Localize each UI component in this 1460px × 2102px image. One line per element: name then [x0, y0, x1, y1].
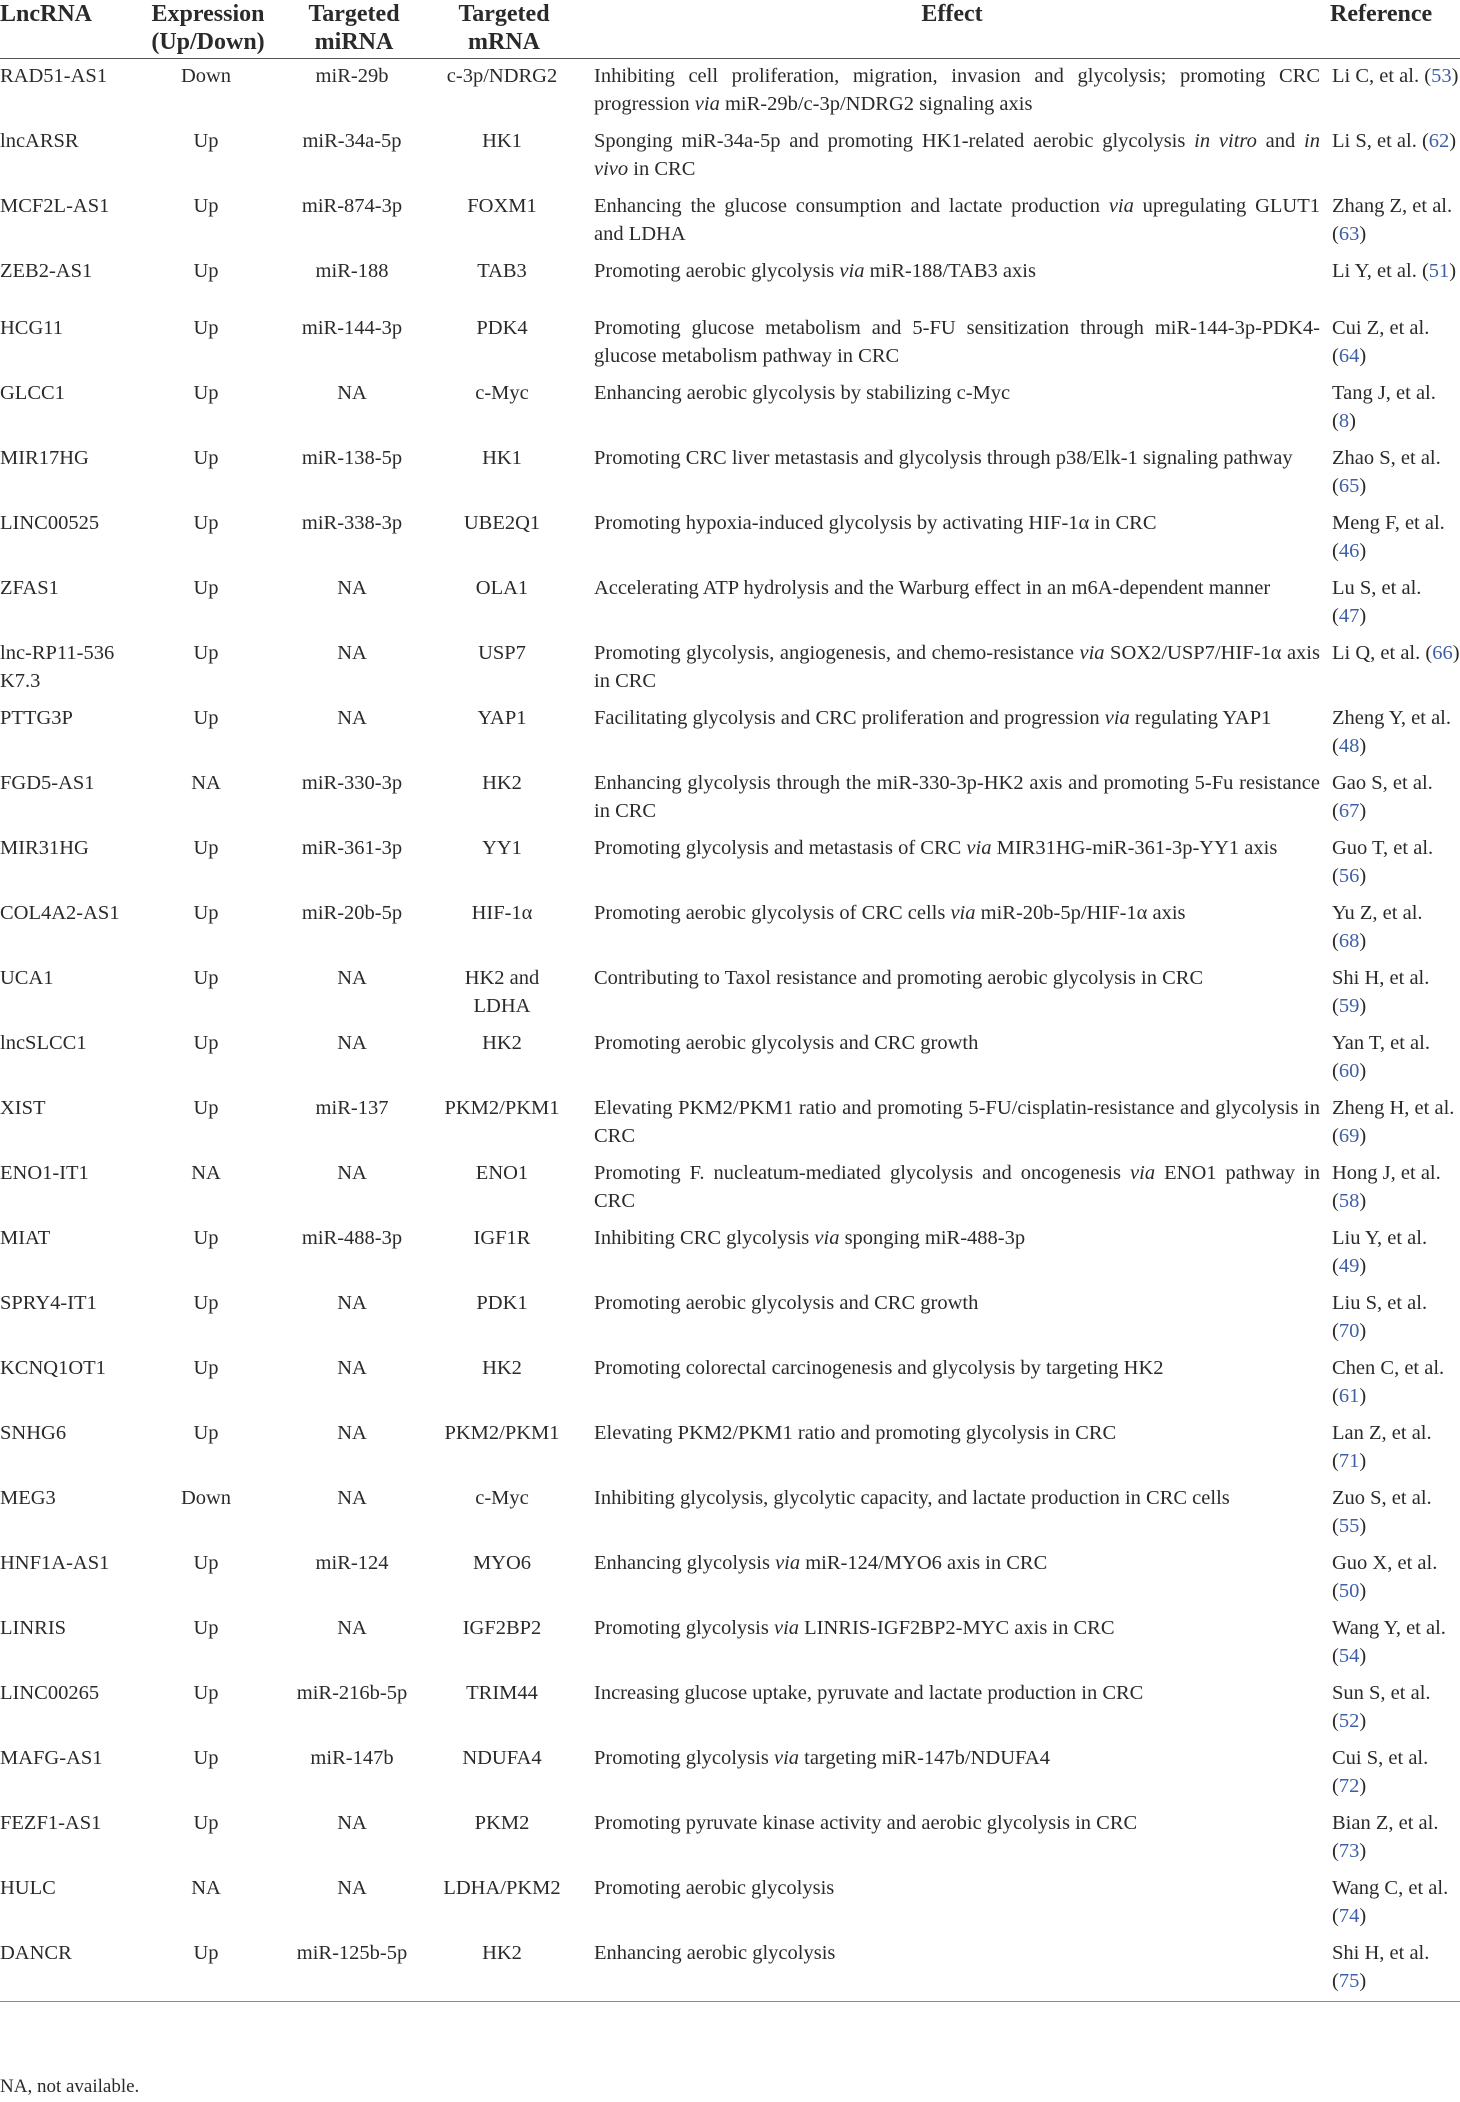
cell-targeted-mrna: PKM2/PKM1	[444, 1422, 560, 1444]
cell-expression: Up	[193, 260, 219, 282]
table-header	[0, 0, 1460, 59]
header-targeted-mirna: Targeted miRNA	[274, 0, 434, 59]
reference-link[interactable]: 68	[1338, 930, 1360, 952]
header-targeted-mrna: Targeted mRNA	[434, 0, 574, 59]
cell-targeted-mrna: NDUFA4	[462, 1747, 542, 1769]
cell-targeted-mirna: miR-361-3p	[301, 837, 403, 859]
cell-targeted-mrna: c-3p/NDRG2	[446, 65, 558, 87]
reference-link[interactable]: 73	[1338, 1840, 1360, 1862]
reference-author: Liu S, et al.	[1332, 1292, 1428, 1314]
cell-lncrna: ZFAS1	[0, 577, 59, 599]
cell-effect: Sponging miR-34a-5p and promoting HK1-related aerobic glycolysis in vitro and in vivo in CRC	[594, 130, 1320, 180]
reference-author: Zheng Y, et al.	[1332, 707, 1451, 729]
reference-author: Hong J, et al.	[1332, 1162, 1441, 1184]
table-row	[0, 1806, 1460, 1871]
cell-targeted-mrna: c-Myc	[475, 1487, 529, 1509]
reference-author: Shi H, et al.	[1332, 1942, 1430, 1964]
cell-lncrna: MIR17HG	[0, 447, 89, 469]
cell-reference: Sun S, et al. (52)	[1332, 1682, 1431, 1732]
reference-author: Lu S, et al.	[1332, 577, 1422, 599]
reference-author: Gao S, et al.	[1332, 772, 1433, 794]
cell-effect: Elevating PKM2/PKM1 ratio and promoting glycolysis in CRC	[594, 1422, 1117, 1444]
cell-targeted-mrna: OLA1	[475, 577, 529, 599]
reference-link[interactable]: 64	[1338, 345, 1360, 367]
cell-effect: Promoting glycolysis, angiogenesis, and chemo-resistance via SOX2/USP7/HIF-1α axis in CRC	[594, 642, 1320, 692]
cell-targeted-mrna: IGF1R	[473, 1227, 531, 1249]
cell-lncrna: ENO1-IT1	[0, 1162, 89, 1184]
cell-effect: Inhibiting cell proliferation, migration, invasion and glycolysis; promoting CRC progression via miR-29b/c-3p/NDRG2 signaling axis	[594, 65, 1320, 115]
cell-targeted-mrna: HK2	[482, 772, 522, 794]
cell-reference: Hong J, et al. (58)	[1332, 1162, 1441, 1212]
reference-link[interactable]: 46	[1338, 540, 1360, 562]
cell-reference: Chen C, et al. (61)	[1332, 1357, 1445, 1407]
reference-link[interactable]: 48	[1338, 735, 1360, 757]
table-row	[0, 1156, 1460, 1221]
cell-lncrna: SNHG6	[0, 1422, 67, 1444]
reference-link[interactable]: 74	[1338, 1905, 1360, 1927]
table-row	[0, 1351, 1460, 1416]
cell-expression: Up	[193, 1812, 219, 1834]
cell-expression: Up	[193, 1617, 219, 1639]
table-row	[0, 1481, 1460, 1546]
table-row	[0, 254, 1460, 311]
cell-reference: Guo T, et al. (56)	[1332, 837, 1434, 887]
cell-expression: Up	[193, 1422, 219, 1444]
reference-author: Guo T, et al.	[1332, 837, 1434, 859]
reference-link[interactable]: 51	[1428, 260, 1450, 282]
cell-targeted-mirna: NA	[337, 382, 367, 404]
cell-targeted-mrna: TAB3	[477, 260, 527, 282]
table-row	[0, 1741, 1460, 1806]
cell-effect: Enhancing the glucose consumption and lactate production via upregulating GLUT1 and LDHA	[594, 195, 1320, 245]
reference-author: Li C, et al.	[1332, 65, 1420, 87]
table-row	[0, 701, 1460, 766]
cell-targeted-mirna: miR-34a-5p	[302, 130, 402, 152]
cell-targeted-mrna: PDK4	[476, 317, 528, 339]
cell-targeted-mrna: HK2	[434, 1936, 574, 2002]
reference-link[interactable]: 55	[1338, 1515, 1360, 1537]
cell-lncrna: RAD51-AS1	[0, 65, 108, 87]
table-row	[0, 1026, 1460, 1091]
cell-expression: Up	[193, 1227, 219, 1249]
cell-expression: Up	[193, 447, 219, 469]
cell-lncrna: FGD5-AS1	[0, 772, 95, 794]
cell-expression: Up	[193, 1032, 219, 1054]
cell-effect: Promoting aerobic glycolysis and CRC growth	[594, 1032, 979, 1054]
cell-lncrna: DANCR	[0, 1936, 142, 2002]
cell-reference: Gao S, et al. (67)	[1332, 772, 1433, 822]
cell-targeted-mrna: USP7	[478, 642, 526, 664]
cell-targeted-mirna: miR-216b-5p	[296, 1682, 408, 1704]
cell-targeted-mirna: miR-144-3p	[301, 317, 403, 339]
reference-author: Wang Y, et al.	[1332, 1617, 1446, 1639]
cell-reference: Li C, et al. (53)	[1332, 65, 1459, 87]
reference-author: Zheng H, et al.	[1332, 1097, 1455, 1119]
cell-targeted-mirna: NA	[337, 1487, 367, 1509]
cell-reference: Wang C, et al. (74)	[1332, 1877, 1449, 1927]
reference-link[interactable]: 69	[1338, 1125, 1360, 1147]
reference-author: Liu Y, et al.	[1332, 1227, 1428, 1249]
cell-effect: Promoting glycolysis via LINRIS-IGF2BP2-MYC axis in CRC	[594, 1617, 1115, 1639]
reference-link[interactable]: 70	[1338, 1320, 1360, 1342]
cell-effect: Inhibiting CRC glycolysis via sponging miR-488-3p	[594, 1227, 1026, 1249]
cell-effect: Promoting CRC liver metastasis and glycolysis through p38/Elk-1 signaling pathway	[594, 447, 1293, 469]
cell-effect: Promoting glycolysis and metastasis of CRC via MIR31HG-miR-361-3p-YY1 axis	[594, 837, 1278, 859]
cell-expression: Down	[180, 1487, 232, 1509]
cell-effect: Promoting hypoxia-induced glycolysis by activating HIF-1α in CRC	[594, 512, 1157, 534]
cell-reference: Bian Z, et al. (73)	[1332, 1812, 1439, 1862]
cell-lncrna: SPRY4-IT1	[0, 1292, 97, 1314]
cell-lncrna: MCF2L-AS1	[0, 195, 110, 217]
reference-author: Guo X, et al.	[1332, 1552, 1438, 1574]
cell-lncrna: ZEB2-AS1	[0, 260, 93, 282]
table-row	[0, 506, 1460, 571]
table-row	[0, 1611, 1460, 1676]
cell-targeted-mrna: UBE2Q1	[463, 512, 541, 534]
cell-lncrna: LINRIS	[0, 1617, 67, 1639]
cell-reference: Liu Y, et al. (49)	[1332, 1227, 1428, 1277]
cell-targeted-mirna: NA	[337, 1617, 367, 1639]
cell-targeted-mirna: NA	[337, 1422, 367, 1444]
cell-targeted-mirna: NA	[337, 1877, 367, 1899]
cell-targeted-mrna: IGF2BP2	[462, 1617, 542, 1639]
reference-link[interactable]: 61	[1338, 1385, 1360, 1407]
table-row	[0, 376, 1460, 441]
table-row	[0, 59, 1460, 125]
cell-targeted-mrna: LDHA/PKM2	[443, 1877, 561, 1899]
table-row	[0, 1416, 1460, 1481]
cell-expression: Up	[193, 837, 219, 859]
cell-targeted-mirna: NA	[337, 642, 367, 664]
cell-targeted-mirna: miR-488-3p	[301, 1227, 403, 1249]
reference-author: Meng F, et al.	[1332, 512, 1445, 534]
reference-link[interactable]: 62	[1428, 130, 1450, 152]
reference-author: Zhang Z, et al.	[1332, 195, 1453, 217]
cell-targeted-mirna: NA	[337, 707, 367, 729]
cell-targeted-mirna: miR-137	[315, 1097, 389, 1119]
reference-link[interactable]: 56	[1338, 865, 1360, 887]
cell-targeted-mirna: NA	[337, 1032, 367, 1054]
cell-targeted-mrna: TRIM44	[466, 1682, 538, 1704]
cell-targeted-mrna: HK1	[482, 130, 522, 152]
reference-link[interactable]: 53	[1431, 65, 1452, 87]
cell-lncrna: FEZF1-AS1	[0, 1812, 102, 1834]
header-expression: Expression (Up/Down)	[142, 0, 274, 59]
cell-reference: Zheng H, et al. (69)	[1332, 1097, 1455, 1147]
cell-targeted-mrna: ENO1	[475, 1162, 529, 1184]
reference-link[interactable]: 67	[1338, 800, 1360, 822]
cell-reference: Lu S, et al. (47)	[1332, 577, 1422, 627]
reference-link[interactable]: 60	[1338, 1060, 1360, 1082]
cell-effect: Promoting aerobic glycolysis	[594, 1877, 835, 1899]
cell-expression: Up	[193, 1357, 219, 1379]
cell-reference: Shi H, et al. (59)	[1332, 967, 1430, 1017]
cell-targeted-mirna: miR-874-3p	[301, 195, 403, 217]
reference-author: Tang J, et al.	[1332, 382, 1436, 404]
cell-effect: Promoting aerobic glycolysis of CRC cells via miR-20b-5p/HIF-1α axis	[594, 902, 1186, 924]
reference-link[interactable]: 52	[1338, 1710, 1360, 1732]
cell-reference: Zhao S, et al. (65)	[1332, 447, 1441, 497]
cell-reference: Yu Z, et al. (68)	[1332, 902, 1423, 952]
cell-effect: Contributing to Taxol resistance and promoting aerobic glycolysis in CRC	[594, 967, 1204, 989]
reference-author: Li S, et al.	[1332, 130, 1417, 152]
cell-effect: Enhancing aerobic glycolysis by stabilizing c-Myc	[594, 382, 1011, 404]
cell-targeted-mirna: NA	[337, 967, 367, 989]
header-effect: Effect	[574, 0, 1330, 59]
reference-author: Bian Z, et al.	[1332, 1812, 1439, 1834]
cell-expression: Up	[193, 707, 219, 729]
table-row	[0, 571, 1460, 636]
cell-lncrna: LINC00525	[0, 512, 100, 534]
cell-effect: Increasing glucose uptake, pyruvate and lactate production in CRC	[594, 1682, 1144, 1704]
cell-targeted-mrna: MYO6	[472, 1552, 532, 1574]
cell-effect: Accelerating ATP hydrolysis and the Warburg effect in an m6A-dependent manner	[594, 577, 1271, 599]
cell-targeted-mrna: FOXM1	[467, 195, 537, 217]
cell-reference: Zheng Y, et al. (48)	[1332, 707, 1451, 757]
table-body	[0, 59, 1460, 2002]
cell-reference: Shi H, et al. (75)	[1330, 1936, 1460, 2002]
reference-link[interactable]: 59	[1338, 995, 1360, 1017]
table-row	[0, 1221, 1460, 1286]
cell-lncrna: HNF1A-AS1	[0, 1552, 110, 1574]
cell-lncrna: PTTG3P	[0, 707, 73, 729]
table-row	[0, 1546, 1460, 1611]
cell-effect: Promoting pyruvate kinase activity and aerobic glycolysis in CRC	[594, 1812, 1138, 1834]
reference-link[interactable]: 47	[1338, 605, 1360, 627]
cell-expression: Up	[142, 1936, 274, 2002]
cell-effect: Promoting F. nucleatum-mediated glycolysis and oncogenesis via ENO1 pathway in CRC	[594, 1162, 1320, 1212]
cell-expression: Up	[193, 902, 219, 924]
cell-expression: Up	[193, 967, 219, 989]
reference-link[interactable]: 75	[1338, 1970, 1360, 1992]
cell-targeted-mrna: HK2	[482, 1032, 522, 1054]
cell-lncrna: lncSLCC1	[0, 1032, 87, 1054]
reference-author: Cui S, et al.	[1332, 1747, 1429, 1769]
cell-targeted-mrna: PDK1	[476, 1292, 528, 1314]
reference-author: Zhao S, et al.	[1332, 447, 1441, 469]
cell-targeted-mrna: HK2 and LDHA	[464, 967, 540, 1017]
cell-expression: Down	[180, 65, 232, 87]
reference-link[interactable]: 54	[1338, 1645, 1360, 1667]
cell-expression: Up	[193, 1747, 219, 1769]
cell-lncrna: UCA1	[0, 967, 54, 989]
cell-effect: Promoting colorectal carcinogenesis and glycolysis by targeting HK2	[594, 1357, 1164, 1379]
cell-expression: Up	[193, 317, 219, 339]
reference-author: Li Y, et al.	[1332, 260, 1417, 282]
reference-author: Shi H, et al.	[1332, 967, 1430, 989]
cell-lncrna: MIR31HG	[0, 837, 89, 859]
cell-reference: Cui S, et al. (72)	[1332, 1747, 1429, 1797]
reference-link[interactable]: 49	[1338, 1255, 1360, 1277]
cell-lncrna: MEG3	[0, 1487, 56, 1509]
reference-author: Chen C, et al.	[1332, 1357, 1445, 1379]
cell-reference: Li Y, et al. (51)	[1332, 260, 1457, 282]
cell-expression: Up	[193, 130, 219, 152]
cell-reference: Li S, et al. (62)	[1332, 130, 1457, 152]
cell-effect: Promoting glucose metabolism and 5-FU sensitization through miR-144-3p-PDK4-glucose metabolism pathway in CRC	[594, 317, 1320, 367]
cell-targeted-mrna: HIF-1α	[471, 902, 533, 924]
cell-expression: Up	[193, 1552, 219, 1574]
table-row	[0, 961, 1460, 1026]
table-row	[0, 1871, 1460, 1936]
cell-reference: Tang J, et al. (8)	[1332, 382, 1436, 432]
reference-author: Zuo S, et al.	[1332, 1487, 1432, 1509]
cell-reference: Guo X, et al. (50)	[1332, 1552, 1438, 1602]
cell-targeted-mirna: NA	[337, 1292, 367, 1314]
cell-targeted-mirna: NA	[337, 1812, 367, 1834]
cell-expression: Up	[193, 382, 219, 404]
cell-targeted-mrna: HK2	[482, 1357, 522, 1379]
table-row	[0, 636, 1460, 701]
cell-targeted-mirna: miR-338-3p	[301, 512, 403, 534]
cell-effect: Promoting aerobic glycolysis via miR-188/TAB3 axis	[594, 260, 1036, 282]
cell-lncrna: KCNQ1OT1	[0, 1357, 106, 1379]
cell-targeted-mirna: miR-188	[315, 260, 389, 282]
reference-author: Sun S, et al.	[1332, 1682, 1431, 1704]
cell-lncrna: lnc-RP11-536 K7.3	[0, 642, 115, 692]
cell-reference: Liu S, et al. (70)	[1332, 1292, 1428, 1342]
cell-expression: NA	[191, 772, 221, 794]
table-row	[0, 124, 1460, 189]
cell-effect: Elevating PKM2/PKM1 ratio and promoting 5-FU/cisplatin-resistance and glycolysis in CRC	[594, 1097, 1320, 1147]
table-row	[0, 1091, 1460, 1156]
cell-targeted-mirna: miR-29b	[315, 65, 389, 87]
table-row	[0, 1286, 1460, 1351]
cell-reference: Li Q, et al. (66)	[1332, 642, 1460, 664]
cell-targeted-mirna: miR-20b-5p	[301, 902, 403, 924]
cell-targeted-mrna: c-Myc	[475, 382, 529, 404]
cell-effect: Promoting aerobic glycolysis and CRC growth	[594, 1292, 979, 1314]
cell-targeted-mrna: PKM2	[474, 1812, 530, 1834]
table-row	[0, 1676, 1460, 1741]
reference-author: Cui Z, et al.	[1332, 317, 1430, 339]
cell-targeted-mirna: miR-147b	[310, 1747, 394, 1769]
reference-author: Lan Z, et al.	[1332, 1422, 1432, 1444]
reference-author: Yu Z, et al.	[1332, 902, 1423, 924]
cell-effect: Enhancing aerobic glycolysis	[574, 1936, 1330, 2002]
cell-reference: Cui Z, et al. (64)	[1332, 317, 1430, 367]
table-row	[0, 1936, 1460, 2002]
cell-reference: Zhang Z, et al. (63)	[1332, 195, 1453, 245]
cell-targeted-mirna: miR-138-5p	[301, 447, 403, 469]
table-footnote: NA, not available.	[0, 2076, 140, 2097]
cell-effect: Enhancing glycolysis via miR-124/MYO6 axis in CRC	[594, 1552, 1048, 1574]
cell-lncrna: XIST	[0, 1097, 46, 1119]
cell-reference: Meng F, et al. (46)	[1332, 512, 1445, 562]
reference-link[interactable]: 8	[1338, 410, 1350, 432]
cell-expression: Up	[193, 1682, 219, 1704]
cell-effect: Enhancing glycolysis through the miR-330-3p-HK2 axis and promoting 5-Fu resistance in CRC	[594, 772, 1320, 822]
cell-effect: Facilitating glycolysis and CRC proliferation and progression via regulating YAP1	[594, 707, 1272, 729]
cell-expression: Up	[193, 512, 219, 534]
cell-targeted-mirna: miR-330-3p	[301, 772, 403, 794]
reference-author: Wang C, et al.	[1332, 1877, 1449, 1899]
table-row	[0, 831, 1460, 896]
cell-lncrna: GLCC1	[0, 382, 65, 404]
reference-link[interactable]: 65	[1338, 475, 1360, 497]
cell-effect: Promoting glycolysis via targeting miR-147b/NDUFA4	[594, 1747, 1050, 1769]
cell-reference: Zuo S, et al. (55)	[1332, 1487, 1432, 1537]
cell-targeted-mirna: NA	[337, 577, 367, 599]
cell-reference: Lan Z, et al. (71)	[1332, 1422, 1432, 1472]
cell-lncrna: HCG11	[0, 317, 64, 339]
reference-link[interactable]: 50	[1338, 1580, 1360, 1602]
header-lncrna: LncRNA	[0, 0, 142, 59]
reference-author: Li Q, et al.	[1332, 642, 1421, 664]
table-row	[0, 311, 1460, 376]
cell-targeted-mrna: YY1	[482, 837, 522, 859]
cell-expression: Up	[193, 577, 219, 599]
cell-lncrna: MIAT	[0, 1227, 51, 1249]
reference-author: Yan T, et al.	[1332, 1032, 1430, 1054]
cell-lncrna: MAFG-AS1	[0, 1747, 103, 1769]
cell-lncrna: COL4A2-AS1	[0, 902, 120, 924]
reference-link[interactable]: 71	[1338, 1450, 1360, 1472]
cell-targeted-mirna: miR-125b-5p	[274, 1936, 434, 2002]
table-row	[0, 189, 1460, 254]
table-row	[0, 441, 1460, 506]
table-row	[0, 766, 1460, 831]
cell-targeted-mrna: PKM2/PKM1	[444, 1097, 560, 1119]
cell-targeted-mrna: HK1	[482, 447, 522, 469]
cell-lncrna: LINC00265	[0, 1682, 100, 1704]
reference-link[interactable]: 63	[1338, 223, 1360, 245]
cell-expression: Up	[193, 1292, 219, 1314]
cell-expression: Up	[193, 642, 219, 664]
header-reference: Reference	[1330, 0, 1460, 59]
cell-reference: Wang Y, et al. (54)	[1332, 1617, 1446, 1667]
cell-lncrna: lncARSR	[0, 130, 79, 152]
reference-link[interactable]: 66	[1432, 642, 1453, 664]
cell-expression: NA	[191, 1877, 221, 1899]
cell-expression: Up	[193, 195, 219, 217]
reference-link[interactable]: 58	[1338, 1190, 1360, 1212]
cell-expression: NA	[191, 1162, 221, 1184]
reference-link[interactable]: 72	[1338, 1775, 1360, 1797]
cell-targeted-mrna: YAP1	[477, 707, 527, 729]
cell-targeted-mirna: miR-124	[315, 1552, 389, 1574]
cell-targeted-mirna: NA	[337, 1162, 367, 1184]
header-row	[0, 0, 1460, 59]
table-row	[0, 896, 1460, 961]
cell-reference: Yan T, et al. (60)	[1332, 1032, 1430, 1082]
cell-effect: Inhibiting glycolysis, glycolytic capacity, and lactate production in CRC cells	[594, 1487, 1230, 1509]
cell-targeted-mirna: NA	[337, 1357, 367, 1379]
cell-expression: Up	[193, 1097, 219, 1119]
cell-lncrna: HULC	[0, 1877, 56, 1899]
